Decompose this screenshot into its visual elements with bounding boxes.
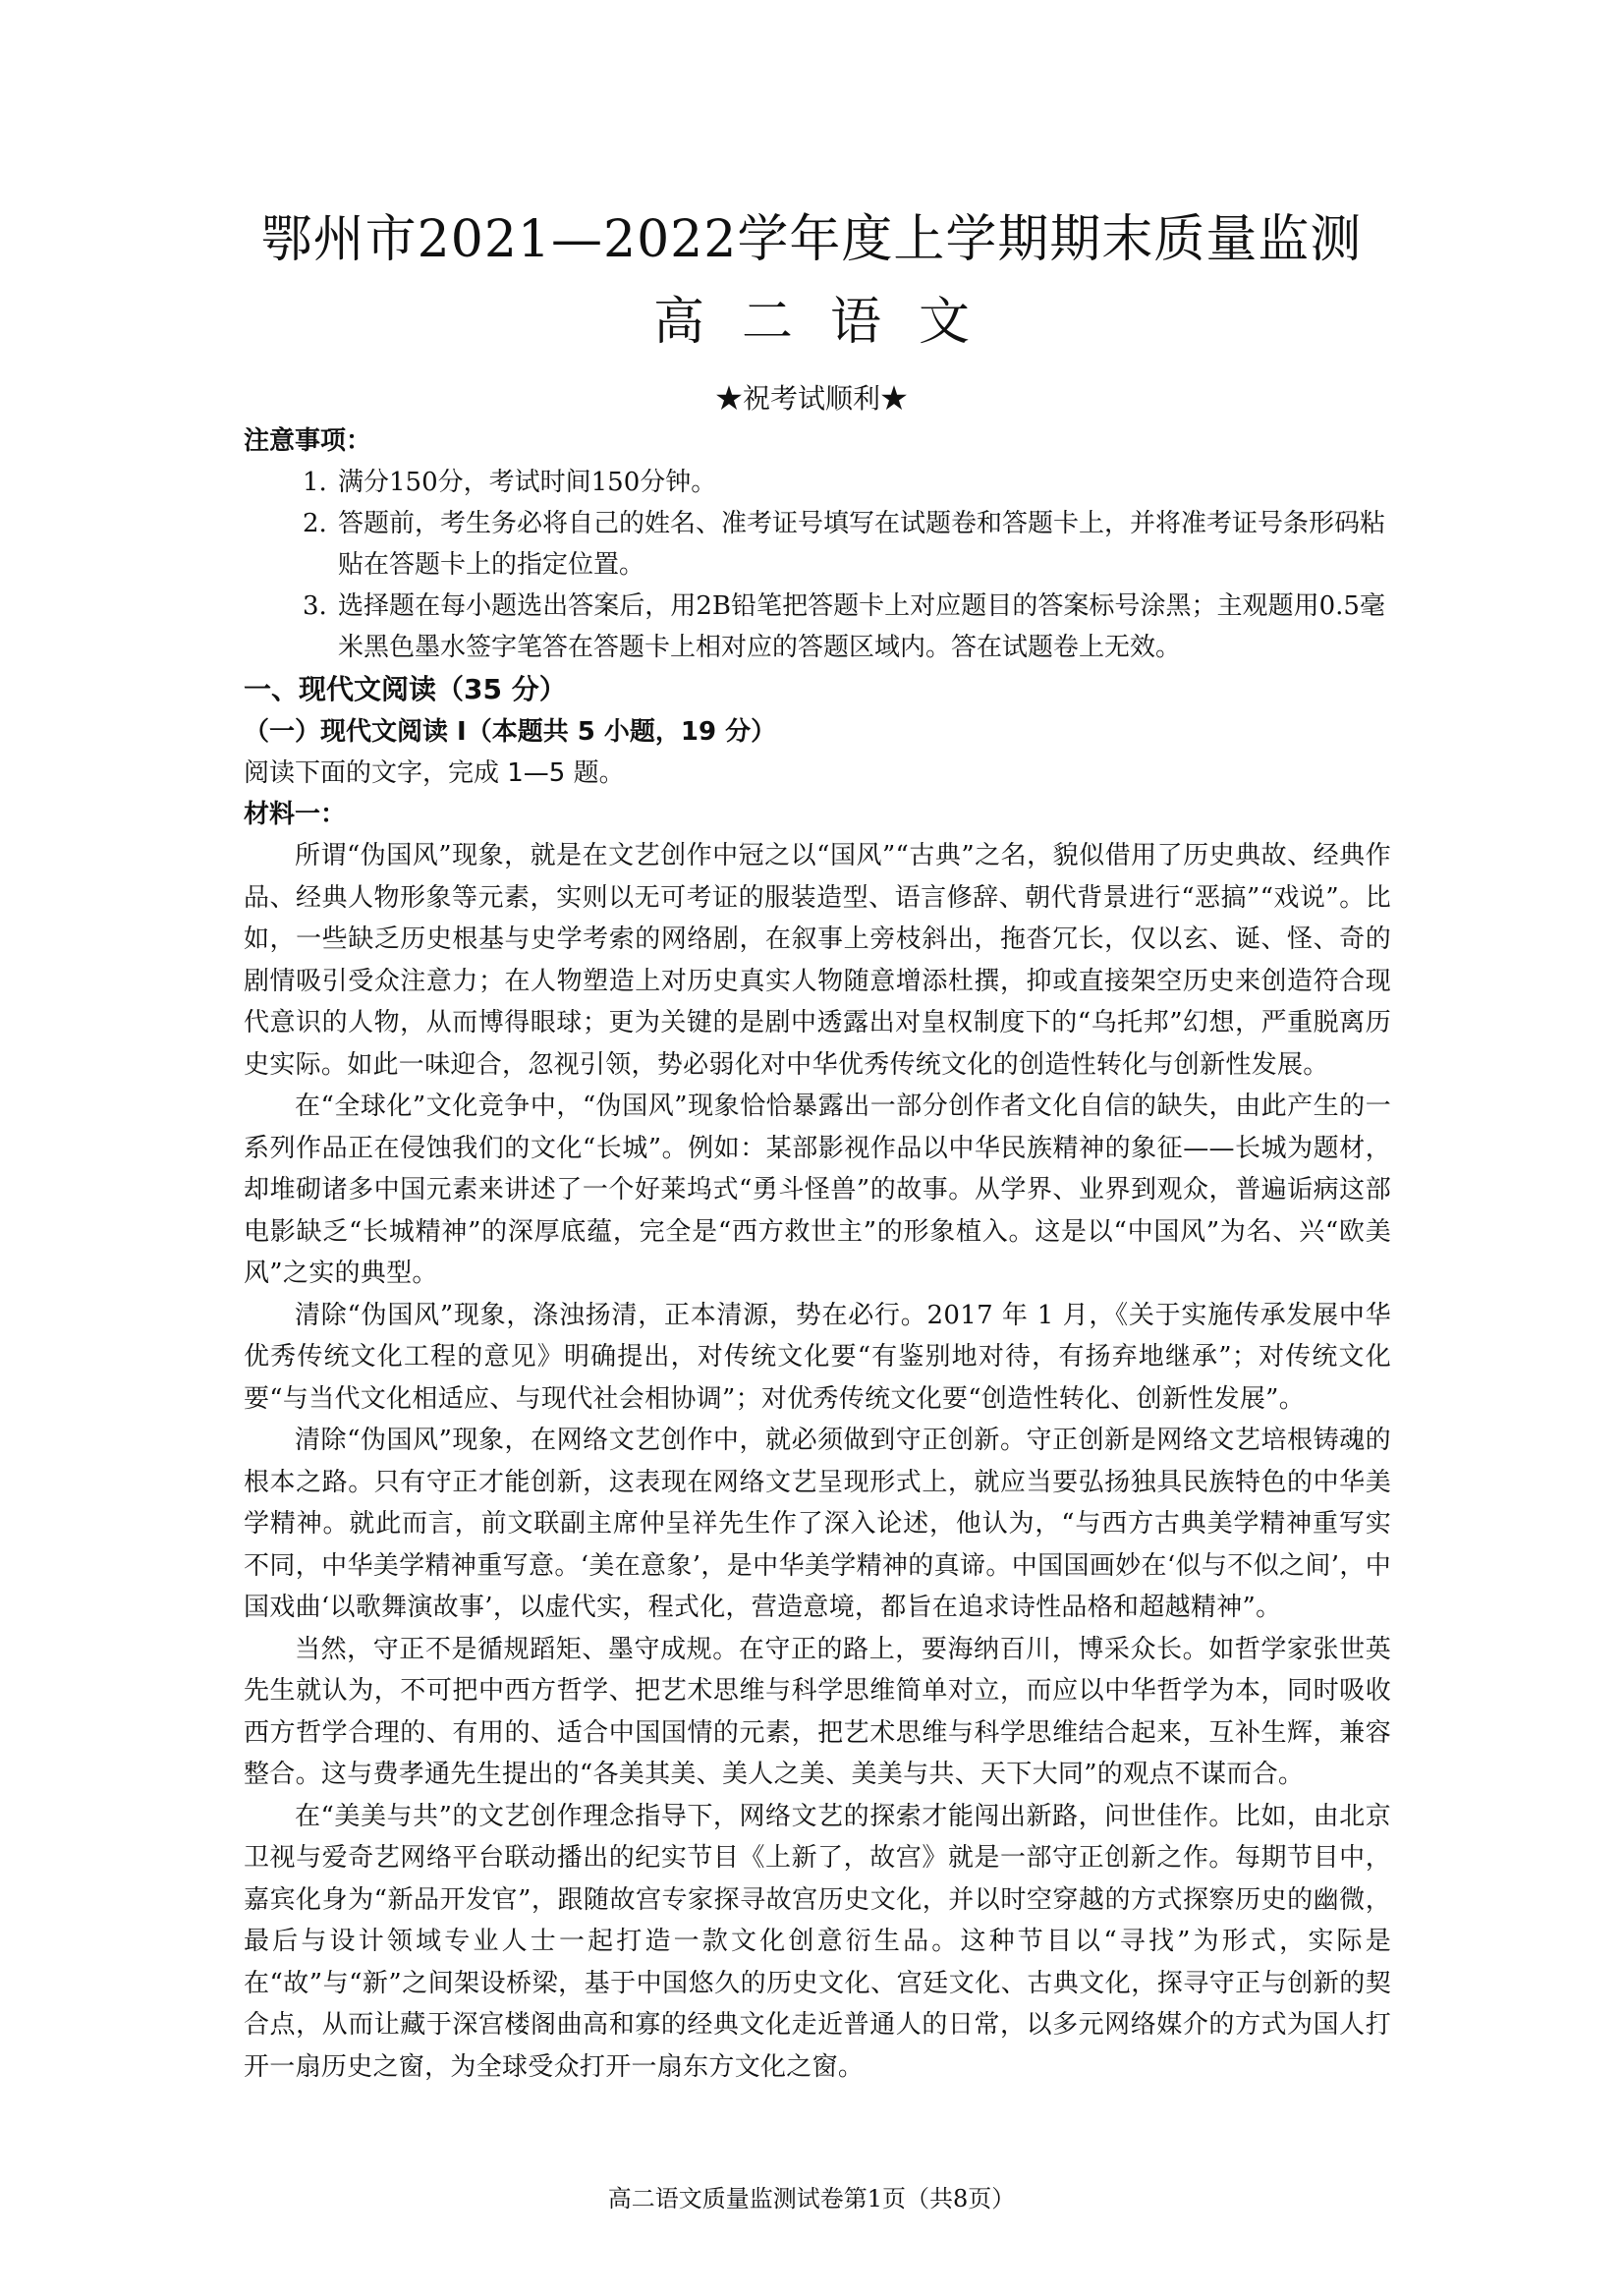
notice-item [303, 586, 1391, 668]
material-paragraph: 当然，守正不是循规蹈矩、墨守成规。在守正的路上，要海纳百川，博采众长。如哲学家张世英先生就认为，不可把中西方哲学、把艺术思维与科学思维简单对立，而应以中华哲学为本，同时吸收西方哲学合理的、有用的、适合中国国情的元素，把艺术思维与科学思维结合起来，互补生辉，兼容整合。这与费孝通先生提出的“各美其美、美人之美、美美与共、天下大同”的观点不谋而合。 [244, 1634, 1391, 1789]
exam-blessing: ★祝考试顺利★ [714, 382, 908, 415]
notice-item [303, 503, 1391, 586]
notice-item-text: 选择题在每小题选出答案后，用2B铅笔把答题卡上对应题目的答案标号涂黑；主观题用0.5毫米黑色墨水签字笔答在答题卡上相对应的答题区域内。答在试题卷上无效。 [338, 591, 1385, 662]
material-paragraph: 清除“伪国风”现象，在网络文艺创作中，就必须做到守正创新。守正创新是网络文艺培根铸魂的根本之路。只有守正才能创新，这表现在网络文艺呈现形式上，就应当要弘扬独具民族特色的中华美学精神。就此而言，前文联副主席仲呈祥先生作了深入论述，他认为，“与西方古典美学精神重写实不同，中华美学精神重写意。‘美在意象’，是中华美学精神的真谛。中国国画妙在‘似与不似之间’，中国戏曲‘以歌舞演故事’，以虚代实，程式化，营造意境，都旨在追求诗性品格和超越精神”。 [244, 1426, 1391, 1622]
notice-item-number: 2. [303, 509, 327, 538]
exam-content [244, 420, 1391, 2088]
material-label: 材料一： [244, 800, 347, 829]
exam-title: 鄂州市2021—2022学年度上学期期末质量监测 [260, 210, 1363, 269]
exam-subject: 高二语文 [652, 293, 1007, 352]
material-paragraph: 在“美美与共”的文艺创作理念指导下，网络文艺的探索才能闯出新路，问世佳作。比如，由北京卫视与爱奇艺网络平台联动播出的纪实节目《上新了，故宫》就是一部守正创新之作。每期节目中，嘉宾化身为“新品开发官”，跟随故宫专家探寻故宫历史文化，并以时空穿越的方式探察历史的幽微，最后与设计领域专业人士一起打造一款文化创意衍生品。这种节目以“寻找”为形式，实际是在“故”与“新”之间架设桥梁，基于中国悠久的历史文化、宫廷文化、古典文化，探寻守正与创新的契合点，从而让藏于深宫楼阁曲高和寡的经典文化走近普通人的日常，以多元网络媒介的方式为国人打开一扇历史之窗，为全球受众打开一扇东方文化之窗。 [244, 1801, 1391, 2082]
material-paragraph: 清除“伪国风”现象，涤浊扬清，正本清源，势在必行。2017 年 1 月，《关于实施传承发展中华优秀传统文化工程的意见》明确提出，对传统文化要“有鉴别地对待，有扬弃地继承”；对传统文化要“与当代文化相适应、与现代社会相协调”；对优秀传统文化要“创造性转化、创新性发展”。 [244, 1300, 1391, 1414]
section-subheading: （一）现代文阅读 I（本题共 5 小题，19 分） [244, 717, 777, 747]
notice-item-text: 答题前，考生务必将自己的姓名、准考证号填写在试题卷和答题卡上，并将准考证号条形码粘贴在答题卡上的指定位置。 [338, 509, 1386, 580]
notice-item-number: 1. [303, 468, 327, 497]
page-footer: 高二语文质量监测试卷第1页（共8页） [607, 2185, 1016, 2212]
notice-heading: 注意事项： [244, 426, 372, 456]
material-paragraph: 所谓“伪国风”现象，就是在文艺创作中冠之以“国风”“古典”之名，貌似借用了历史典故、经典作品、经典人物形象等元素，实则以无可考证的服装造型、语言修辞、朝代背景进行“恶搞”“戏说”。比如，一些缺乏历史根基与史学考索的网络剧，在叙事上旁枝斜出，拖沓冗长，仅以玄、诞、怪、奇的剧情吸引受众注意力；在人物塑造上对历史真实人物随意增添杜撰，抑或直接架空历史来创造符合现代意识的人物，从而博得眼球；更为关键的是剧中透露出对皇权制度下的“乌托邦”幻想，严重脱离历史实际。如此一味迎合，忽视引领，势必弱化对中华优秀传统文化的创造性转化与创新性发展。 [244, 841, 1391, 1080]
notice-item-text: 满分150分，考试时间150分钟。 [338, 468, 717, 497]
section-instruction: 阅读下面的文字，完成 1—5 题。 [244, 758, 625, 788]
notice-item-number: 3. [303, 591, 327, 621]
notice-item [303, 462, 1391, 503]
section-heading: 一、现代文阅读（35 分） [244, 673, 567, 705]
material-paragraph: 在“全球化”文化竞争中，“伪国风”现象恰恰暴露出一部分创作者文化自信的缺失，由此产生的一系列作品正在侵蚀我们的文化“长城”。例如：某部影视作品以中华民族精神的象征——长城为题材，却堆砌诸多中国元素来讲述了一个好莱坞式“勇斗怪兽”的故事。从学界、业界到观众，普遍诟病这部电影缺乏“长城精神”的深厚底蕴，完全是“西方救世主”的形象植入。这是以“中国风”为名、兴“欧美风”之实的典型。 [244, 1092, 1391, 1288]
